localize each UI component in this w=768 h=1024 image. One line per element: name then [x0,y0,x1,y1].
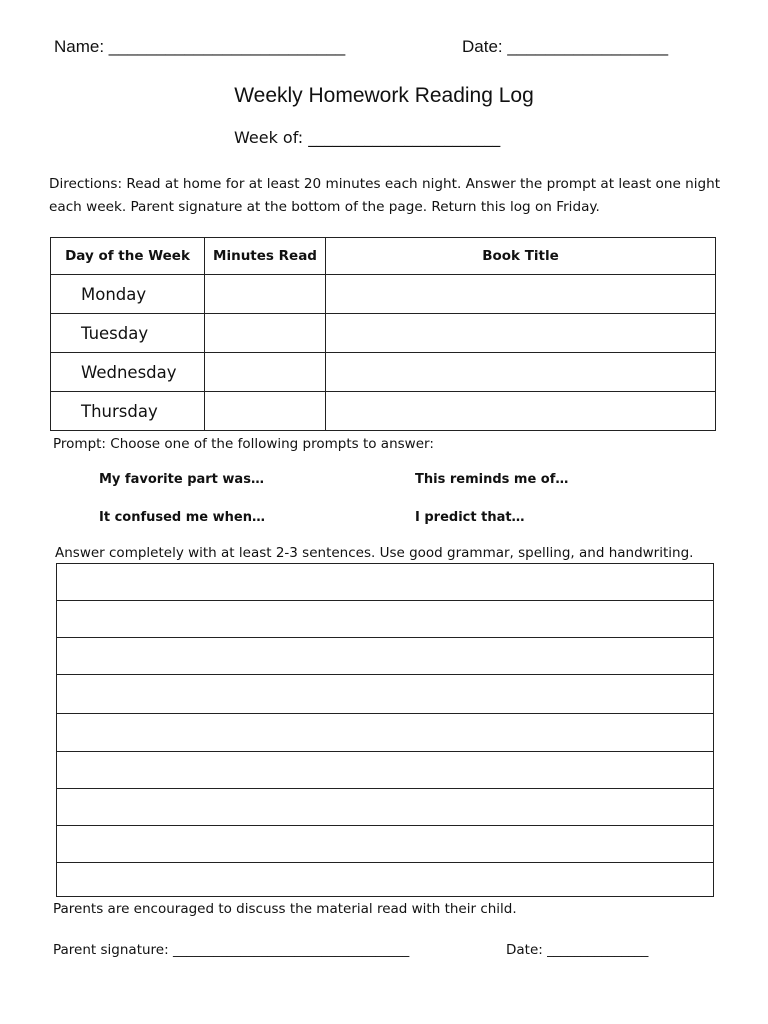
date-field[interactable]: Date: _________________ [462,37,669,56]
book-title-cell[interactable] [326,392,716,431]
writing-line [57,751,713,752]
book-title-cell[interactable] [326,353,716,392]
prompt-intro: Prompt: Choose one of the following prompts to answer: [53,436,434,452]
signature-date-field[interactable]: Date: _______________ [506,942,649,958]
prompt-option: This reminds me of… [415,472,569,487]
day-cell: Thursday [51,392,205,431]
week-of-field[interactable]: Week of: ________________________ [234,128,501,147]
writing-line [57,600,713,601]
minutes-cell[interactable] [205,353,326,392]
name-field[interactable]: Name: _________________________ [54,37,346,56]
book-title-cell[interactable] [326,275,716,314]
book-title-cell[interactable] [326,314,716,353]
writing-line [57,713,713,714]
answer-writing-area[interactable] [56,563,714,897]
column-header-day: Day of the Week [51,238,205,275]
table-row [51,353,716,392]
prompt-option: It confused me when… [99,510,265,525]
minutes-cell[interactable] [205,275,326,314]
writing-line [57,862,713,863]
table-header-row [51,238,716,275]
directions-text: Directions: Read at home for at least 20 minutes each night. Answer the prompt at least one night each week. Parent signature at the bottom of the page. Return this log on Friday. [49,176,721,215]
writing-line [57,788,713,789]
prompt-option: I predict that… [415,510,525,525]
table-row [51,392,716,431]
writing-line [57,674,713,675]
minutes-cell[interactable] [205,392,326,431]
column-header-book-title: Book Title [326,238,716,275]
writing-line [57,825,713,826]
day-cell: Tuesday [51,314,205,353]
parent-signature-field[interactable]: Parent signature: ___________________________________ [53,942,410,958]
day-cell: Monday [51,275,205,314]
writing-line [57,637,713,638]
table-row [51,275,716,314]
page-title: Weekly Homework Reading Log [234,84,534,107]
prompt-option: My favorite part was… [99,472,264,487]
minutes-cell[interactable] [205,314,326,353]
day-cell: Wednesday [51,353,205,392]
answer-instructions: Answer completely with at least 2-3 sentences. Use good grammar, spelling, and handwriting. [55,545,694,561]
table-row [51,314,716,353]
parents-note: Parents are encouraged to discuss the material read with their child. [53,901,517,917]
reading-log-table [50,237,716,431]
column-header-minutes: Minutes Read [205,238,326,275]
